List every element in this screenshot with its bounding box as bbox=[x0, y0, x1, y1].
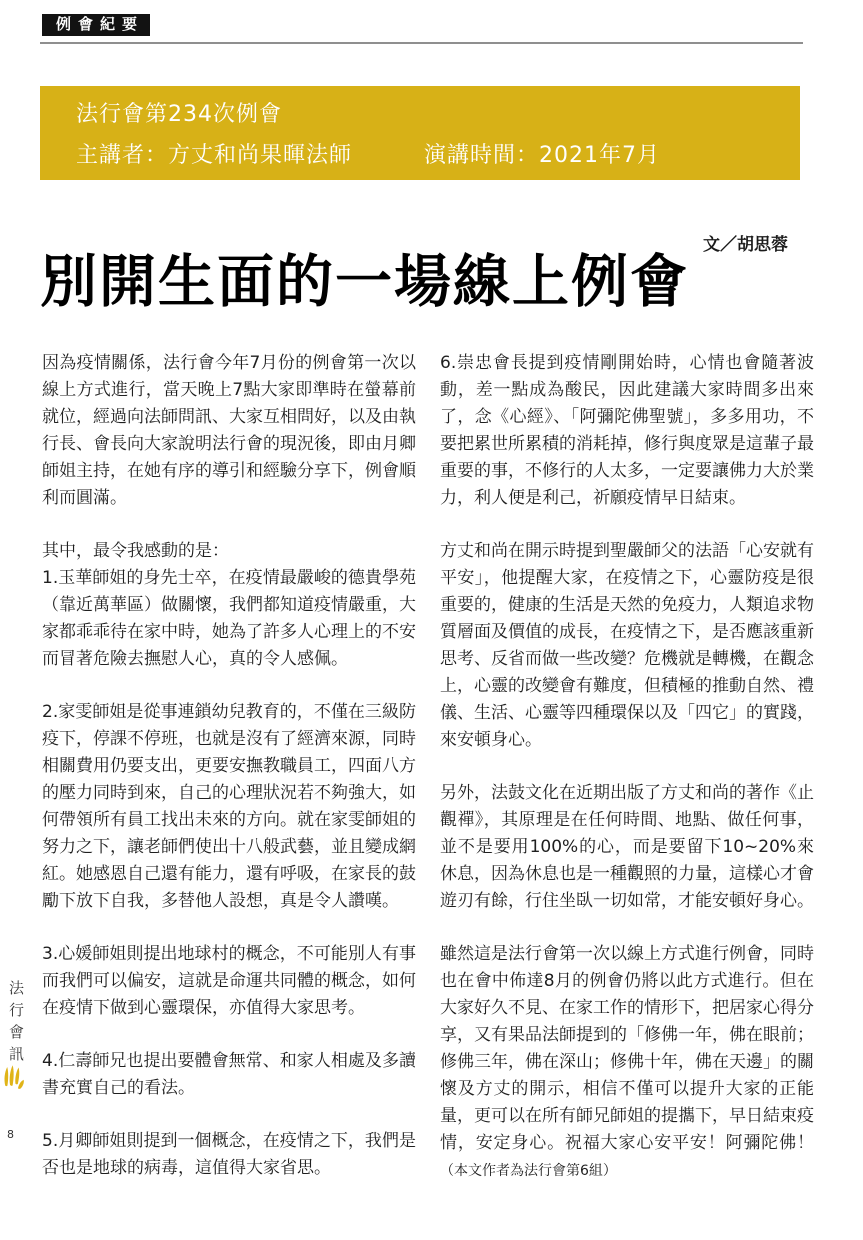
paragraph: 1.玉華師姐的身先士卒，在疫情最嚴峻的德貴學苑（靠近萬華區）做關懷，我們都知道疫情嚴重，大家都乖乖待在家中時，她為了許多人心理上的不安而冒著危險去撫慰人心，真的令人感佩。 bbox=[42, 568, 416, 669]
meeting-number: 法行會第234次例會 bbox=[76, 102, 282, 127]
meeting-time: 演講時間：2021年7月 bbox=[424, 143, 661, 168]
paragraph: 因為疫情關係，法行會今年7月份的例會第一次以線上方式進行，當天晚上7點大家即準時在螢幕前就位，經過向法師問訊、大家互相問好，以及由執行長、會長向大家說明法行會的現況後，即由月卿師姐主持，在她有序的導引和經驗分享下，例會順利而圓滿。 bbox=[42, 353, 416, 508]
article-body bbox=[42, 350, 814, 1211]
left-column bbox=[42, 350, 416, 1211]
section-tag: 例會紀要 bbox=[42, 14, 150, 36]
article-title: 別開生面的一場線上例會 bbox=[40, 248, 689, 316]
publication-vertical-title: 法行會訊 bbox=[7, 980, 25, 1068]
meeting-banner bbox=[40, 86, 800, 180]
closing-text: 雖然這是法行會第一次以線上方式進行例會，同時也在會中佈達8月的例會仍將以此方式進行。但在大家好久不見、在家工作的情形下，把居家心得分享，又有果品法師提到的「修佛一年，佛在眼前；修佛三年，佛在深山；修佛十年，佛在天邊」的關懷及方丈的開示，相信不僅可以提升大家的正能量，更可以在所有師兄師姐的提攜下，早日結束疫情，安定身心。祝福大家心安平安！阿彌陀佛！ bbox=[440, 944, 814, 1153]
paragraph: 3.心媛師姐則提出地球村的概念，不可能別人有事而我們可以偏安，這就是命運共同體的概念，如何在疫情下做到心靈環保，亦值得大家思考。 bbox=[42, 944, 416, 1018]
paragraph: 另外，法鼓文化在近期出版了方丈和尚的著作《止觀禪》，其原理是在任何時間、地點、做任何事，並不是要用100%的心，而是要留下10~20%來休息，因為休息也是一種觀照的力量，這樣心才會遊刃有餘，行住坐臥一切如常，才能安頓好身心。 bbox=[440, 783, 814, 911]
author-footnote: （本文作者為法行會第6組） bbox=[440, 1163, 617, 1179]
dharma-drum-logo-icon bbox=[3, 1064, 25, 1089]
paragraph: 4.仁壽師兄也提出要體會無常、和家人相處及多讀書充實自己的看法。 bbox=[42, 1051, 416, 1098]
meeting-meta bbox=[76, 138, 660, 169]
page-number: 8 bbox=[7, 1128, 14, 1141]
paragraph: 2.家雯師姐是從事連鎖幼兒教育的，不僅在三級防疫下，停課不停班，也就是沒有了經濟來源，同時相關費用仍要支出，更要安撫教職員工，四面八方的壓力同時到來，自己的心理狀況若不夠強大，如何帶領所有員工找出未來的方向。就在家雯師姐的努力之下，讓老師們使出十八般武藝，並且變成網紅。她感恩自己還有能力，還有呼吸，在家長的鼓勵下放下自我，多替他人設想，真是令人讚嘆。 bbox=[42, 702, 416, 911]
meeting-speaker: 主講者：方丈和尚果暉法師 bbox=[76, 143, 353, 168]
header-divider bbox=[40, 42, 803, 44]
paragraph: 其中，最令我感動的是： bbox=[42, 541, 229, 561]
paragraph: 6.崇忠會長提到疫情剛開始時，心情也會隨著波動，差一點成為酸民，因此建議大家時間多出來了，念《心經》、「阿彌陀佛聖號」，多多用功，不要把累世所累積的消耗掉，修行與度眾是這輩子最重要的事，不修行的人太多，一定要讓佛力大於業力，利人便是利己，祈願疫情早日結束。 bbox=[440, 353, 814, 508]
paragraph: 5.月卿師姐則提到一個概念，在疫情之下，我們是否也是地球的病毒，這值得大家省思。 bbox=[42, 1131, 416, 1178]
closing-paragraph bbox=[440, 941, 814, 1185]
byline: 文／胡思蓉 bbox=[703, 235, 788, 255]
right-column bbox=[440, 350, 814, 1211]
paragraph: 方丈和尚在開示時提到聖嚴師父的法語「心安就有平安」，他提醒大家，在疫情之下，心靈防疫是很重要的，健康的生活是天然的免疫力，人類追求物質層面及價值的成長，在疫情之下，是否應該重新思考、反省而做一些改變？危機就是轉機，在觀念上，心靈的改變會有難度，但積極的推動自然、禮儀、生活、心靈等四種環保以及「四它」的實踐，來安頓身心。 bbox=[440, 541, 814, 750]
